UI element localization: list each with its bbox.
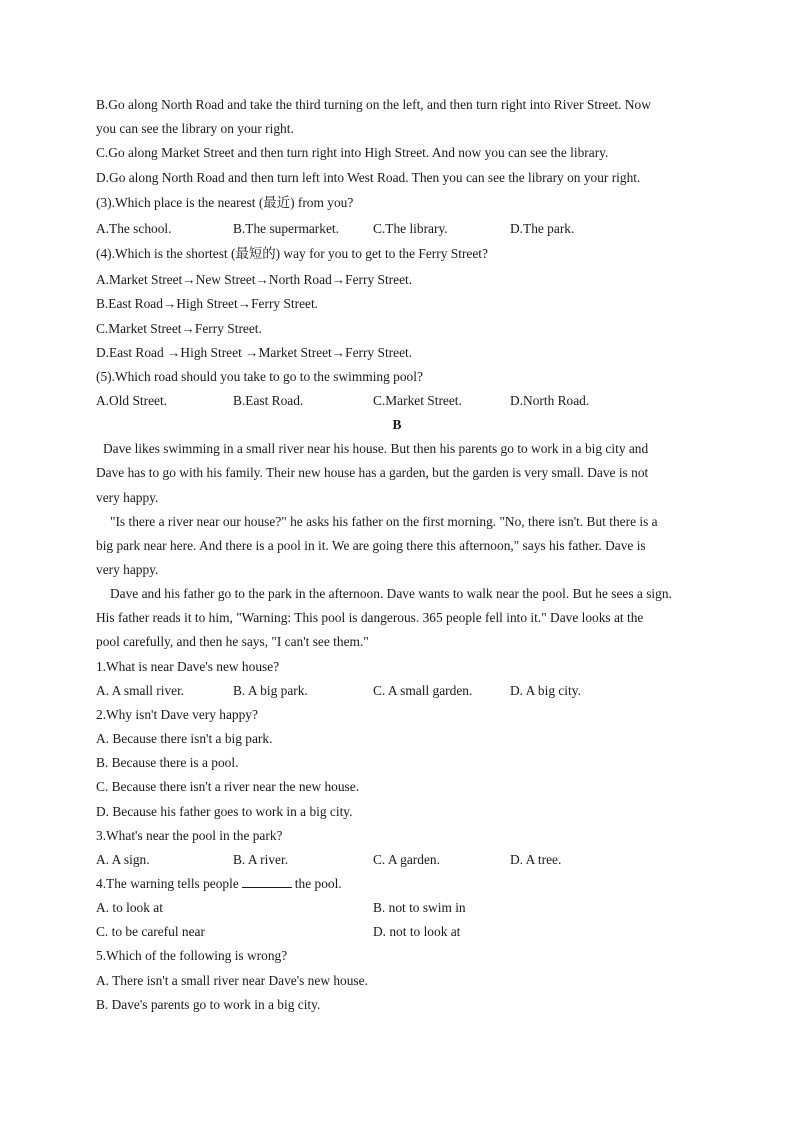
b-q3-stem: 3.What's near the pool in the park? bbox=[96, 828, 283, 843]
b-q4-option-d: D. not to look at bbox=[373, 924, 461, 939]
q5-stem: (5).Which road should you take to go to the swimming pool? bbox=[96, 369, 423, 384]
q3-stem: (3).Which place is the nearest (最近) from you? bbox=[96, 195, 354, 210]
passage-line-7: Dave and his father go to the park in the afternoon. Dave wants to walk near the pool. But he sees a sign. bbox=[110, 586, 672, 601]
b-q5-stem: 5.Which of the following is wrong? bbox=[96, 948, 288, 963]
b-q3-option-b: B. A river. bbox=[233, 852, 289, 867]
passage-line-5: big park near here. And there is a pool in it. We are going there this afternoon," says his father. Dave is bbox=[96, 538, 646, 553]
q5-option-b: B.East Road. bbox=[233, 393, 304, 408]
q4-option-b: B.East Road→High Street→Ferry Street. bbox=[96, 296, 319, 311]
b-q1-option-d: D. A big city. bbox=[510, 683, 581, 698]
q3-option-a: A.The school. bbox=[96, 221, 172, 236]
b-q5-option-b: B. Dave's parents go to work in a big city. bbox=[96, 997, 321, 1012]
passage-line-6: very happy. bbox=[96, 562, 159, 577]
b-q4-stem bbox=[96, 875, 342, 893]
q2-option-d: D.Go along North Road and then turn left into West Road. Then you can see the library on your right. bbox=[96, 170, 641, 185]
b-q4-stem-after: the pool. bbox=[294, 876, 342, 891]
b-q4-option-b: B. not to swim in bbox=[373, 900, 466, 915]
b-q3-option-c: C. A garden. bbox=[373, 852, 440, 867]
q4-option-a: A.Market Street→New Street→North Road→Ferry Street. bbox=[96, 272, 413, 287]
b-q4-option-c: C. to be careful near bbox=[96, 924, 205, 939]
b-q1-option-c: C. A small garden. bbox=[373, 683, 473, 698]
q3-option-b: B.The supermarket. bbox=[233, 221, 339, 236]
section-heading-b: B bbox=[392, 417, 402, 432]
q2-option-b: B.Go along North Road and take the third turning on the left, and then turn right into River Street. Now bbox=[96, 97, 651, 112]
b-q2-stem: 2.Why isn't Dave very happy? bbox=[96, 707, 258, 722]
b-q1-option-b: B. A big park. bbox=[233, 683, 308, 698]
b-q3-option-a: A. A sign. bbox=[96, 852, 150, 867]
passage-line-1: Dave likes swimming in a small river near his house. But then his parents go to work in a big city and bbox=[103, 441, 649, 456]
q3-option-c: C.The library. bbox=[373, 221, 448, 236]
answer-blank[interactable] bbox=[242, 875, 292, 888]
b-q1-option-a: A. A small river. bbox=[96, 683, 185, 698]
passage-line-3: very happy. bbox=[96, 490, 159, 505]
passage-line-9: pool carefully, and then he says, "I can't see them." bbox=[96, 634, 369, 649]
q5-option-d: D.North Road. bbox=[510, 393, 590, 408]
b-q2-option-b: B. Because there is a pool. bbox=[96, 755, 239, 770]
q4-stem: (4).Which is the shortest (最短的) way for you to get to the Ferry Street? bbox=[96, 246, 488, 261]
passage-line-4: "Is there a river near our house?" he asks his father on the first morning. "No, there isn't. But there is a bbox=[110, 514, 658, 529]
q4-option-d: D.East Road →High Street →Market Street→Ferry Street. bbox=[96, 345, 413, 360]
q2-option-b-continued: you can see the library on your right. bbox=[96, 121, 294, 136]
passage-line-2: Dave has to go with his family. Their new house has a garden, but the garden is very small. Dave is not bbox=[96, 465, 649, 480]
q3-option-d: D.The park. bbox=[510, 221, 575, 236]
q5-option-a: A.Old Street. bbox=[96, 393, 168, 408]
b-q4-stem-before: 4.The warning tells people bbox=[96, 876, 239, 891]
q5-option-c: C.Market Street. bbox=[373, 393, 462, 408]
q2-option-c: C.Go along Market Street and then turn right into High Street. And now you can see the library. bbox=[96, 145, 609, 160]
passage-line-8: His father reads it to him, "Warning: This pool is dangerous. 365 people fell into it." Dave looks at the bbox=[96, 610, 644, 625]
b-q4-option-a: A. to look at bbox=[96, 900, 163, 915]
b-q2-option-d: D. Because his father goes to work in a big city. bbox=[96, 804, 353, 819]
b-q1-stem: 1.What is near Dave's new house? bbox=[96, 659, 280, 674]
b-q5-option-a: A. There isn't a small river near Dave's new house. bbox=[96, 973, 368, 988]
b-q3-option-d: D. A tree. bbox=[510, 852, 562, 867]
q4-option-c: C.Market Street→Ferry Street. bbox=[96, 321, 262, 336]
b-q2-option-c: C. Because there isn't a river near the new house. bbox=[96, 779, 360, 794]
b-q2-option-a: A. Because there isn't a big park. bbox=[96, 731, 273, 746]
